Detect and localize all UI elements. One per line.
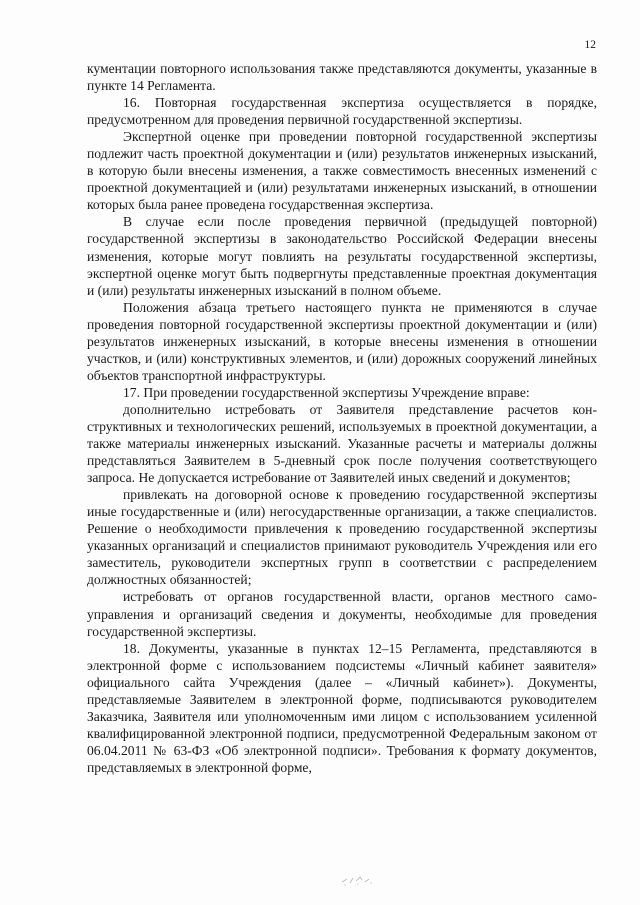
document-body	[87, 60, 597, 776]
paragraph-involve-organizations: привлекать на договорной основе к проведению государственной экспертизы иные государственные и (или) негосударственные организации, а также специалистов. Решение о необходимости привлечения к проведению государственной экспертизы указанных организаций и специалистов принимают руководитель Учреждения или его заместитель, руководители экспертных групп в соответствии с распределением должностных обязанностей;	[87, 487, 597, 588]
paragraph-request-calculations: дополнительно истребовать от Заявителя представление расчетов конструктивных и технологических решений, используемых в проектной документации, а также материалы инженерных изысканий. Указанные расчеты и материалы должны представляться Заявителем в 5-дневный срок после получения соответствующего запроса. Не допускается истребование от Заявителей иных сведений и документов;	[87, 401, 597, 486]
paragraph-item-17: 17. При проведении государственной экспертизы Учреждение вправе:	[123, 384, 530, 400]
paragraph-expert-evaluation: Экспертной оценке при проведении повторной государственной экспертизы подлежит часть проектной документации и (или) результатов инженерных изысканий, в которую были внесены изменения, а также совместимость внесенных изменений с проектной документацией и (или) результатами инженерных изысканий, в отношении которых была ранее проведена государственная экспертиза.	[87, 129, 597, 213]
paragraph-continuation: кументации повторного использования также представляются документы, указанные в пункте 14 Регламента.	[87, 61, 597, 94]
paragraph-legislation-changes: В случае если после проведения первичной (предыдущей повторной) государственной экспертизы в законодательство Российской Федерации внесены изменения, которые могут повлиять на результаты государственной экспертизы, экспертной оценке могут быть подвергнуты представленные проектная документация и (или) результаты инженерных изысканий в полном объеме.	[87, 214, 597, 298]
paragraph-request-documents: истребовать от органов государственной власти, органов местного самоуправления и организаций сведения и документы, необходимые для проведения государственной экспертизы.	[87, 589, 597, 639]
paragraph-item-18: 18. Документы, указанные в пунктах 12–15 Регламента, представляются в электронной форме с использованием подсистемы «Личный кабинет заявителя» официального сайта Учреждения (далее – «Личный кабинет»). Документы, представляемые Заявителем в электронной форме, подписываются руководителем Заказчика, Заявителя или уполномоченным ими лицом с использованием усиленной квалифицированной электронной подписи, предусмотренной Федеральным законом от 06.04.2011 № 63-ФЗ «Об электронной подписи». Требования к формату документов, представляемых в электронной форме,	[87, 640, 597, 775]
page-number: 12	[584, 39, 596, 51]
scan-artifact	[338, 872, 378, 888]
paragraph-item-16: 16. Повторная государственная экспертиза осуществляется в порядке, предусмотренном для проведения первичной государственной экспертизы.	[87, 95, 597, 128]
paragraph-exceptions: Положения абзаца третьего настоящего пункта не применяются в случае проведения повторной государственной экспертизы проектной документации и (или) результатов инженерных изысканий, в которые внесены изменения в отношении участков, и (или) конструктивных элементов, и (или) дорожных сооружений линейных объектов транспортной инфраструктуры.	[87, 299, 597, 383]
